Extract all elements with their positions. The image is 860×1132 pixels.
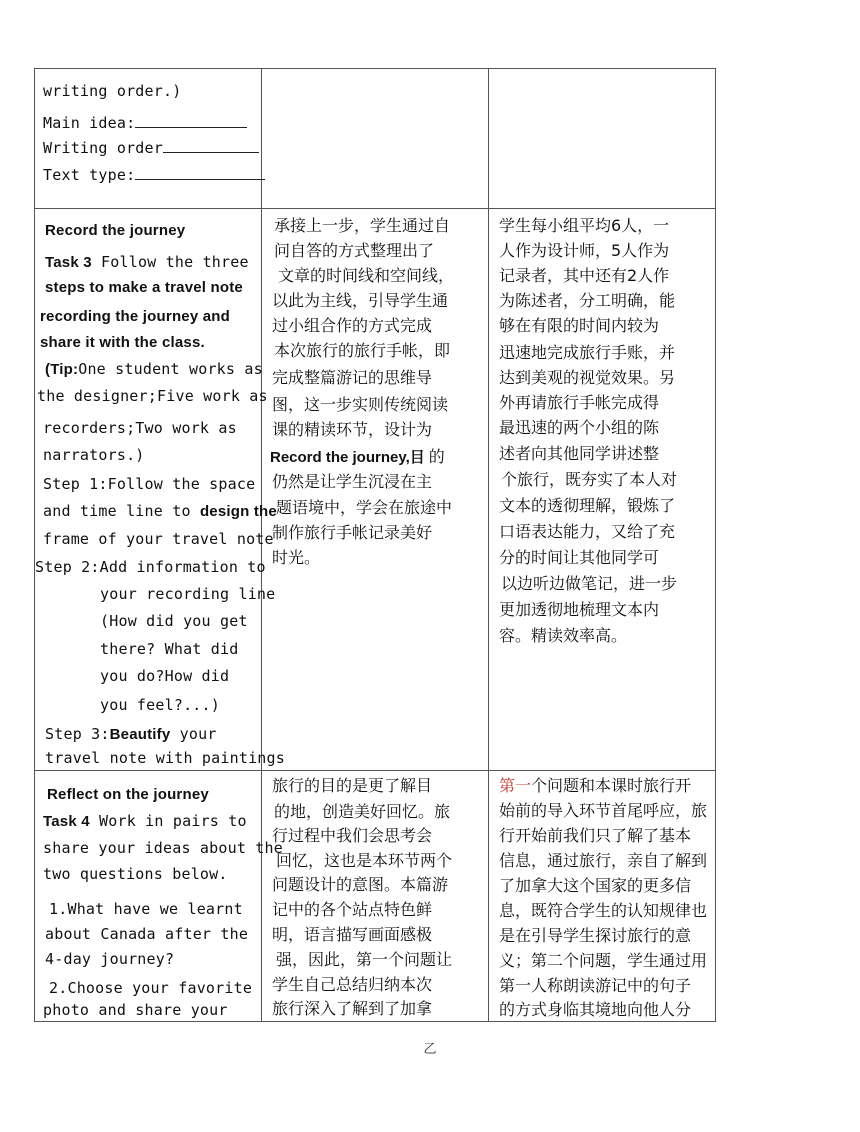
cell-text: travel note with paintings [45,749,285,767]
cell-text: 4-day journey? [45,950,175,968]
lesson-plan-table [34,68,716,1022]
cell-text: 图，这一步实则传统阅读 [272,395,449,414]
table-cell [35,771,283,1022]
cell-text: 达到美观的视觉效果。另 [499,368,676,387]
cell-text: 最迅速的两个小组的陈 [499,418,660,437]
cell-text: 过小组合作的方式完成 [272,316,433,335]
cell-text: 第一人称朗读游记中的句子 [499,976,692,995]
cell-text: your recording line [100,585,276,603]
cell-text: 仍然是让学生沉浸在主 [272,472,433,491]
step-text: your [170,725,217,743]
cell-text: share it with the class. [40,334,205,351]
cell-text [45,359,263,380]
page-footer-mark: 乙 [423,1042,437,1057]
table-row [35,209,716,771]
task-text: Follow the three [91,253,249,271]
cell-text: 外再请旅行手帐完成得 [499,393,660,412]
cell-text: 2.Choose your favorite [49,979,253,997]
cell-text: 课的精读环节，设计为 [272,420,433,439]
cell-text: 够在有限的时间内较为 [499,316,660,335]
cell-text: share your ideas about the [43,839,283,857]
cell-text: (How did you get [100,612,248,630]
highlighted-word: 第一 [499,776,532,795]
table-cell [35,69,262,209]
cell-text: 学生每小组平均6人，一 [499,216,670,235]
cell-text: 问自答的方式整理出了 [274,241,435,260]
cell-text: 息，既符合学生的认知规律也 [499,901,708,920]
text-type-label: Text type: [43,166,136,184]
cell-text: narrators.) [43,446,145,464]
cell-text: 行过程中我们会思考会 [272,826,433,845]
cell-text: 以此为主线，引导学生通 [272,291,449,310]
main-idea-field [43,113,247,133]
writing-order-label: Writing order [43,139,163,157]
cell-text: recorders;Two work as [43,419,237,437]
table-row [35,69,716,209]
cell-text: there? What did [100,640,239,658]
cell-text: the designer;Five work as [37,387,268,405]
cell-text: 旅行的目的是更了解目 [272,776,433,795]
cell-text: 旅行深入了解到了加拿 [272,999,433,1018]
cell-text: you feel?...) [100,696,220,714]
blank-line [163,138,259,153]
cell-text: 更加透彻地梳理文本内 [499,600,660,619]
cell-text [43,811,247,832]
task-label: Task 3 [45,254,92,271]
main-idea-label: Main idea: [43,114,136,132]
cell-text: 的 [428,447,445,466]
cell-text [45,724,217,745]
section-heading: Record the journey [45,222,186,239]
cell-text: 回忆，这也是本环节两个 [276,851,453,870]
cell-text: you do?How did [100,667,230,685]
cell-text: 个旅行，既夯实了本人对 [501,470,678,489]
task-text: Work in pairs to [89,812,247,830]
table-row [35,771,716,1022]
table-cell [489,771,716,1022]
table-cell [489,69,716,209]
section-heading: Reflect on the journey [47,786,209,803]
cell-text: 信息，通过旅行，亲自了解到 [499,851,708,870]
cell-text: about Canada after the [45,925,249,943]
cell-text: 始前的导入环节首尾呼应，旅 [499,801,708,820]
cell-text: 学生自己总结归纳本次 [272,975,433,994]
step-emphasis: Beautify [109,726,171,743]
task-label: Task 4 [43,813,90,830]
tip-label: (Tip: [45,361,79,378]
cell-text: 的方式身临其境地向他人分 [499,1000,692,1019]
cell-text: recording the journey and [40,308,231,325]
cell-text [43,501,277,522]
cell-text: 记录者，其中还有2人作 [499,266,670,285]
cell-text: 迅速地完成旅行手账，并 [499,343,676,362]
blank-line [135,113,247,128]
cell-text: 了加拿大这个国家的更多信 [499,876,692,895]
cell-text: 的地，创造美好回忆。旅 [274,802,451,821]
cell-text: 问题设计的意图。本篇游 [272,875,449,894]
step-text: Step 3: [45,725,110,743]
cell-text: 义；第二个问题，学生通过用 [499,951,708,970]
cell-text: 文本的透彻理解，锻炼了 [499,496,676,515]
cell-text: two questions below. [43,865,228,883]
tip-text: One student works as [78,360,263,378]
cell-text: 完成整篇游记的思维导 [272,368,433,387]
cell-text: 强，因此，第一个问题让 [276,950,453,969]
cell-text: 明，语言描写画面感极 [272,925,433,944]
cell-text: 时光。 [272,548,321,567]
cell-text: 为陈述者，分工明确，能 [499,291,676,310]
cell-text: 题语境中，学会在旅途中 [276,498,453,517]
cell-text: 是在引导学生探讨旅行的意 [499,926,692,945]
table-cell [35,209,285,771]
cell-text: 容。精读效率高。 [499,626,628,645]
blank-line [135,165,265,180]
table-cell [262,771,489,1022]
cell-text: 制作旅行手帐记录美好 [272,523,433,542]
cell-text: 记中的各个站点特色鲜 [272,900,433,919]
cell-text [45,252,249,273]
cell-text: 述者向其他同学讲述整 [499,444,660,463]
cell-text [270,446,445,469]
text-type-field [43,165,265,185]
cell-text: 承接上一步，学生通过自 [274,216,451,235]
step-emphasis: design the [199,503,277,520]
cell-text: 1.What have we learnt [49,900,243,918]
cell-text: 人作为设计师，5人作为 [499,241,670,260]
cell-text: writing order.) [43,82,182,100]
cell-text: Step 2:Add information to [35,558,266,576]
writing-order-field [43,138,259,158]
cell-text: Step 1:Follow the space [43,475,256,493]
cell-text: 口语表达能力，又给了充 [499,522,676,541]
table-cell [262,69,489,209]
table-cell [489,209,716,771]
cell-text: photo and share your [43,1001,228,1019]
cell-text [499,775,691,797]
step-text: and time line to [43,502,200,520]
record-phrase: Record the journey,目 [270,449,425,466]
cell-text: 本次旅行的旅行手帐，即 [274,341,451,360]
cell-text: 文章的时间线和空间线， [278,266,455,285]
cell-text: 以边听边做笔记，进一步 [501,574,678,593]
cell-text: 个问题和本课时旅行开 [531,776,692,795]
cell-text: steps to make a travel note [45,279,243,296]
table-cell [262,209,489,771]
cell-text: frame of your travel note [43,530,274,548]
cell-text: 行开始前我们只了解了基本 [499,826,692,845]
cell-text: 分的时间让其他同学可 [499,548,660,567]
